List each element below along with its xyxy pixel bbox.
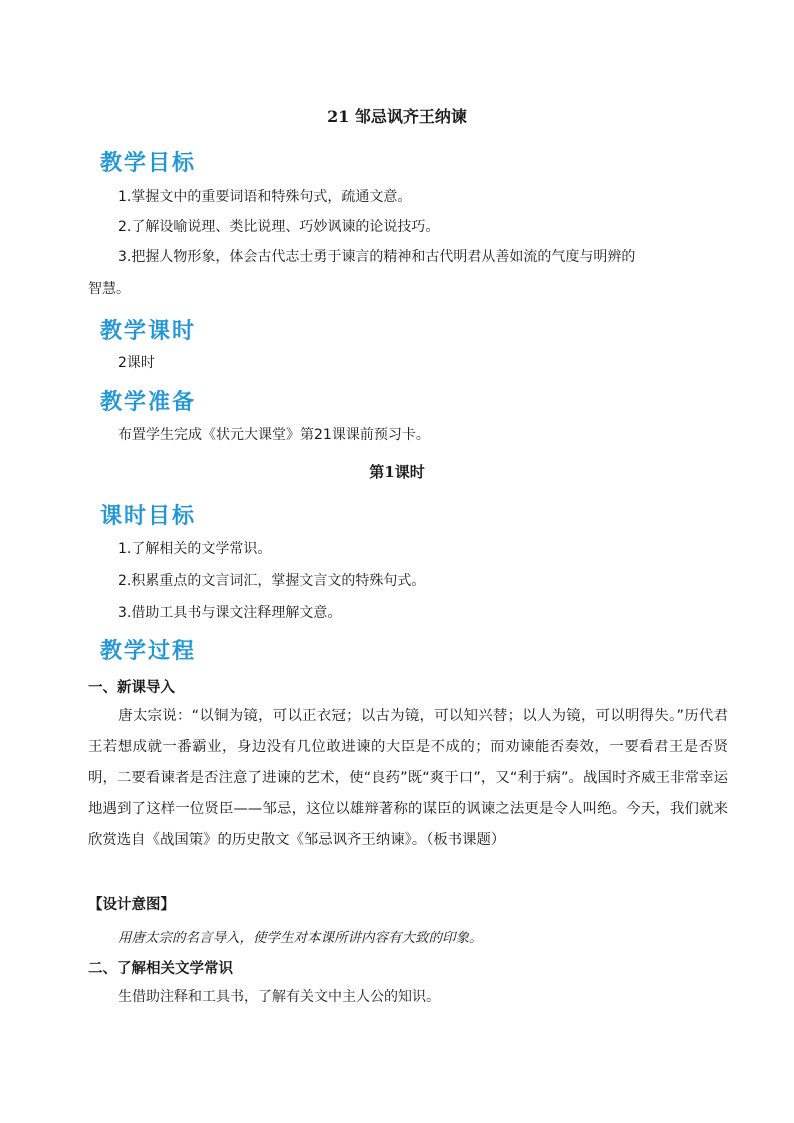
goal-item-2: 2.了解设喻说理、类比说理、巧妙讽谏的论说技巧。: [118, 219, 440, 235]
step-1-heading: 一、新课导入: [88, 680, 175, 696]
lesson-goal-item-2: 2.积累重点的文言词汇，掌握文言文的特殊句式。: [118, 573, 426, 589]
goal-item-3-continued: 智慧。: [88, 281, 130, 297]
step-1-paragraph: [88, 701, 728, 856]
design-intent-note: 用唐太宗的名言导入，使学生对本课所讲内容有大致的印象。: [118, 930, 483, 946]
goal-item-3: 3.把握人物形象，体会古代志士勇于谏言的精神和古代明君从善如流的气度与明辨的: [118, 249, 636, 265]
goal-item-1: 1.掌握文中的重要词语和特殊句式，疏通文意。: [118, 189, 412, 205]
step-2-text: 生借助注释和工具书，了解有关文中主人公的知识。: [118, 989, 440, 1005]
step-1-paragraph-text: 唐太宗说：“以铜为镜，可以正衣冠；以古为镜，可以知兴替；以人为镜，可以明得失。”历代君王若想成就一番霸业，身边没有几位敢进谏的大臣是不成的；而劝谏能否奏效，一要看君王是否贤明，二要看谏者是否注意了进谏的艺术，使“良药”既“爽于口”，又“利于病”。战国时齐威王非常幸运地遇到了这样一位贤臣——邹忌，这位以雄辩著称的谋臣的讽谏之法更是令人叫绝。今天，我们就来欣赏选自《战国策》的历史散文《邹忌讽齐王纳谏》。（板书课题）: [88, 708, 728, 848]
step-2-heading: 二、了解相关文学常识: [88, 961, 233, 977]
teaching-prep-text: 布置学生完成《状元大课堂》第21课课前预习卡。: [118, 427, 430, 443]
lesson-goal-item-3: 3.借助工具书与课文注释理解文意。: [118, 605, 342, 621]
document-title: 21 邹忌讽齐王纳谏: [327, 107, 467, 126]
lesson-1-title: 第1课时: [369, 463, 425, 481]
design-intent-heading: 【设计意图】: [88, 897, 175, 913]
teaching-hours-text: 2课时: [118, 355, 155, 371]
teaching-process-heading: 教学过程: [100, 639, 197, 664]
teaching-prep-heading: 教学准备: [100, 390, 197, 415]
lesson-goals-heading: 课时目标: [100, 504, 197, 529]
teaching-goals-heading: 教学目标: [100, 151, 197, 176]
lesson-goal-item-1: 1.了解相关的文学常识。: [118, 541, 272, 557]
teaching-hours-heading: 教学课时: [100, 319, 197, 344]
